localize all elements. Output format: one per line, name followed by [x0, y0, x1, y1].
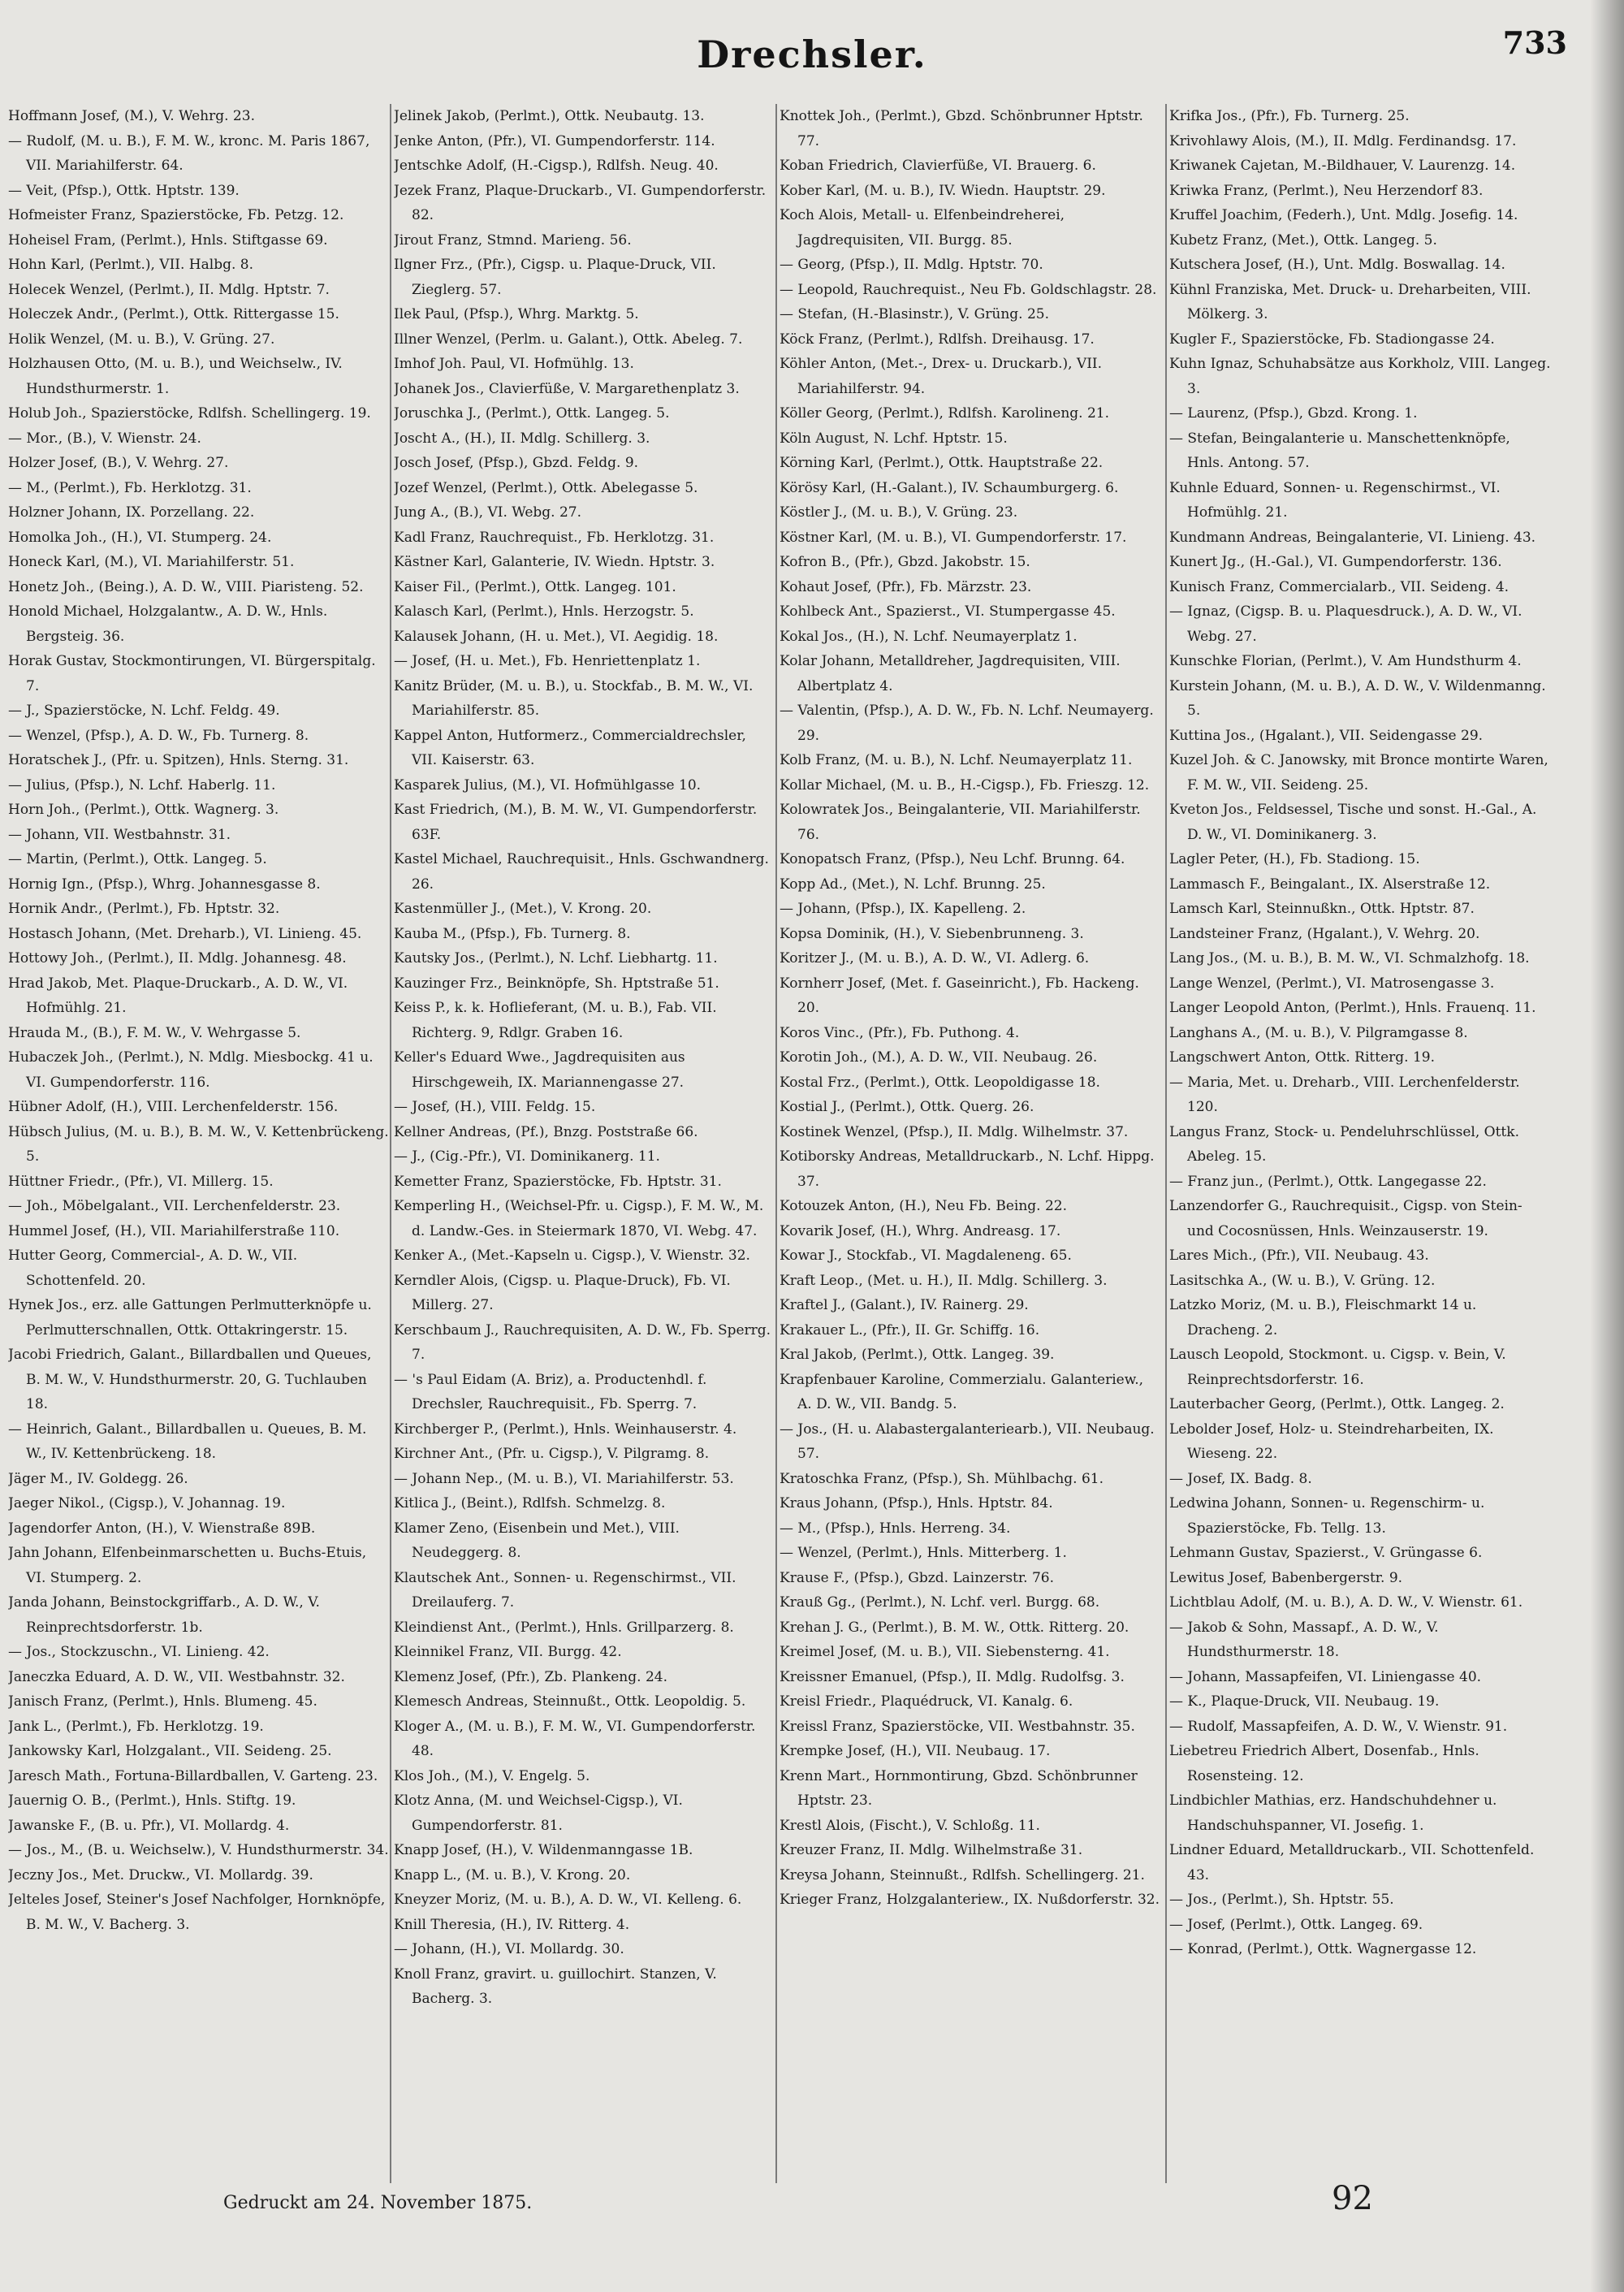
- directory-entry: Kraftel J., (Galant.), IV. Rainerg. 29.: [780, 1297, 1029, 1313]
- directory-entry: Keiss P., k. k. Hoflieferant, (M. u. B.), Fab. VII. Richterg. 9, Rdlgr. Graben 16.: [394, 1000, 717, 1041]
- directory-entry: — Josef, (Perlmt.), Ottk. Langeg. 69.: [1169, 1916, 1423, 1933]
- directory-entry: Kenker A., (Met.-Kapseln u. Cigsp.), V. Wienstr. 32.: [394, 1248, 750, 1264]
- directory-entry: Jung A., (B.), VI. Webg. 27.: [394, 504, 582, 521]
- directory-entry: Kast Friedrich, (M.), B. M. W., VI. Gumpendorferstr. 63F.: [394, 802, 758, 843]
- directory-entry: Jacobi Friedrich, Galant., Billardballen und Queues, B. M. W., V. Hundsthurmerstr. 20, G. Tuchlauben 18.: [8, 1347, 372, 1412]
- directory-entry: Jaeger Nikol., (Cigsp.), V. Johannag. 19.: [8, 1495, 286, 1511]
- directory-entry: Kuhn Ignaz, Schuhabsätze aus Korkholz, VIII. Langeg. 3.: [1169, 356, 1551, 397]
- directory-entry: Lewitus Josef, Babenbergerstr. 9.: [1169, 1569, 1403, 1586]
- directory-entry: Lagler Peter, (H.), Fb. Stadiong. 15.: [1169, 851, 1420, 867]
- directory-entry: Krehan J. G., (Perlmt.), B. M. W., Ottk. Ritterg. 20.: [780, 1619, 1129, 1636]
- directory-entry: Holzner Johann, IX. Porzellang. 22.: [8, 504, 255, 521]
- directory-entry: Hofmeister Franz, Spazierstöcke, Fb. Petzg. 12.: [8, 207, 344, 223]
- directory-entry: Kreysa Johann, Steinnußt., Rdlfsh. Schellingerg. 21.: [780, 1866, 1145, 1883]
- directory-entry: Jeczny Jos., Met. Druckw., VI. Mollardg. 39.: [8, 1866, 313, 1883]
- directory-entry: Kalausek Johann, (H. u. Met.), VI. Aegidig. 18.: [394, 628, 719, 645]
- directory-entry: Hoffmann Josef, (M.), V. Wehrg. 23.: [8, 108, 255, 124]
- directory-entry: Honetz Joh., (Being.), A. D. W., VIII. Piaristeng. 52.: [8, 578, 364, 595]
- directory-entry: Jankowsky Karl, Holzgalant., VII. Seideng. 25.: [8, 1743, 332, 1759]
- directory-entry: — Veit, (Pfsp.), Ottk. Hptstr. 139.: [8, 182, 240, 199]
- column-3: [780, 104, 1161, 2183]
- directory-entry: Janda Johann, Beinstockgriffarb., A. D. W., V. Reinprechtsdorferstr. 1b.: [8, 1594, 320, 1636]
- directory-entry: Köck Franz, (Perlmt.), Rdlfsh. Dreihausg. 17.: [780, 331, 1095, 348]
- directory-entry: — Johann Nep., (M. u. B.), VI. Mariahilferstr. 53.: [394, 1470, 734, 1487]
- directory-entry: — 's Paul Eidam (A. Briz), a. Productenhdl. f. Drechsler, Rauchrequisit., Fb. Sperrg. 7.: [394, 1371, 707, 1412]
- directory-entry: — Mor., (B.), V. Wienstr. 24.: [8, 430, 201, 447]
- directory-entry: Kotiborsky Andreas, Metalldruckarb., N. Lchf. Hippg. 37.: [780, 1148, 1155, 1190]
- directory-entry: Holzhausen Otto, (M. u. B.), und Weichselw., IV. Hundsthurmerstr. 1.: [8, 356, 343, 397]
- directory-entry: Kostal Frz., (Perlmt.), Ottk. Leopoldigasse 18.: [780, 1074, 1100, 1091]
- directory-entry: — Josef, (H.), VIII. Feldg. 15.: [394, 1099, 596, 1115]
- directory-entry: Holub Joh., Spazierstöcke, Rdlfsh. Schellingerg. 19.: [8, 405, 371, 422]
- directory-entry: Kellner Andreas, (Pf.), Bnzg. Poststraße 66.: [394, 1123, 698, 1140]
- directory-entry: — J., (Cig.-Pfr.), VI. Dominikanerg. 11.: [394, 1148, 660, 1165]
- directory-entry: — Valentin, (Pfsp.), A. D. W., Fb. N. Lchf. Neumayerg. 29.: [780, 703, 1154, 744]
- directory-entry: Holeczek Andr., (Perlmt.), Ottk. Rittergasse 15.: [8, 306, 339, 322]
- directory-entry: Kreissner Emanuel, (Pfsp.), II. Mdlg. Rudolfsg. 3.: [780, 1668, 1125, 1685]
- directory-entry: Kerndler Alois, (Cigsp. u. Plaque-Druck), Fb. VI. Millerg. 27.: [394, 1272, 731, 1313]
- directory-entry: Kriwka Franz, (Perlmt.), Neu Herzendorf 83.: [1169, 182, 1484, 199]
- directory-entry: Jawanske F., (B. u. Pfr.), VI. Mollardg. 4.: [8, 1817, 290, 1834]
- directory-entry: — Jos., Stockzuschn., VI. Linieng. 42.: [8, 1644, 270, 1660]
- directory-entry: Jank L., (Perlmt.), Fb. Herklotzg. 19.: [8, 1718, 264, 1735]
- directory-entry: Hornik Andr., (Perlmt.), Fb. Hptstr. 32.: [8, 901, 280, 917]
- directory-entry: Kunschke Florian, (Perlmt.), V. Am Hundsthurm 4.: [1169, 653, 1522, 669]
- directory-entry: Hutter Georg, Commercial-, A. D. W., VII. Schottenfeld. 20.: [8, 1248, 298, 1289]
- directory-entry: — Jos., M., (B. u. Weichselw.), V. Hundsthurmerstr. 34.: [8, 1842, 389, 1858]
- directory-entry: Kerschbaum J., Rauchrequisiten, A. D. W., Fb. Sperrg. 7.: [394, 1321, 771, 1363]
- directory-entry: Kirchberger P., (Perlmt.), Hnls. Weinhauserstr. 4.: [394, 1421, 737, 1438]
- directory-entry: Lauterbacher Georg, (Perlmt.), Ottk. Langeg. 2.: [1169, 1396, 1505, 1412]
- directory-entry: Kruffel Joachim, (Federh.), Unt. Mdlg. Josefig. 14.: [1169, 207, 1518, 223]
- directory-entry: Jagendorfer Anton, (H.), V. Wienstraße 89B.: [8, 1520, 316, 1537]
- directory-entry: Horn Joh., (Perlmt.), Ottk. Wagnerg. 3.: [8, 802, 279, 818]
- directory-entry: Klos Joh., (M.), V. Engelg. 5.: [394, 1767, 590, 1784]
- directory-entry: Kuzel Joh. & C. Janowsky, mit Bronce montirte Waren, F. M. W., VII. Seideng. 25.: [1169, 752, 1548, 794]
- directory-entry: — Laurenz, (Pfsp.), Gbzd. Krong. 1.: [1169, 405, 1418, 422]
- directory-entry: Hrad Jakob, Met. Plaque-Druckarb., A. D. W., VI. Hofmühlg. 21.: [8, 975, 348, 1016]
- directory-entry: Krenn Mart., Hornmontirung, Gbzd. Schönbrunner Hptstr. 23.: [780, 1767, 1138, 1809]
- directory-entry: Kreissl Franz, Spazierstöcke, VII. Westbahnstr. 35.: [780, 1718, 1135, 1735]
- directory-entry: Krause F., (Pfsp.), Gbzd. Lainzerstr. 76.: [780, 1569, 1054, 1586]
- directory-entry: Korotin Joh., (M.), A. D. W., VII. Neubaug. 26.: [780, 1049, 1098, 1066]
- directory-entry: Klautschek Ant., Sonnen- u. Regenschirmst., VII. Dreilauferg. 7.: [394, 1569, 736, 1611]
- directory-entry: Kühnl Franziska, Met. Druck- u. Dreharbeiten, VIII. Mölkerg. 3.: [1169, 281, 1531, 322]
- directory-entry: Jauernig O. B., (Perlmt.), Hnls. Stiftg. 19.: [8, 1793, 296, 1809]
- directory-entry: — Rudolf, Massapfeifen, A. D. W., V. Wienstr. 91.: [1169, 1718, 1508, 1735]
- directory-entry: Kreisl Friedr., Plaquédruck, VI. Kanalg. 6.: [780, 1693, 1073, 1710]
- directory-entry: — Franz jun., (Perlmt.), Ottk. Langegasse 22.: [1169, 1173, 1487, 1190]
- directory-entry: Kleinnikel Franz, VII. Burgg. 42.: [394, 1644, 622, 1660]
- directory-entry: Kraft Leop., (Met. u. H.), II. Mdlg. Schillerg. 3.: [780, 1272, 1108, 1289]
- directory-entry: Hostasch Johann, (Met. Dreharb.), VI. Linieng. 45.: [8, 925, 362, 942]
- directory-entry: Kornherr Josef, (Met. f. Gaseinricht.), Fb. Hackeng. 20.: [780, 975, 1139, 1016]
- directory-entry: Klotz Anna, (M. und Weichsel-Cigsp.), VI. Gumpendorferstr. 81.: [394, 1793, 683, 1834]
- directory-entry: Köhler Anton, (Met.-, Drex- u. Druckarb.), VII. Mariahilferstr. 94.: [780, 356, 1103, 397]
- directory-entry: — M., (Pfsp.), Hnls. Herreng. 34.: [780, 1520, 1011, 1537]
- directory-entry: Kleindienst Ant., (Perlmt.), Hnls. Grillparzerg. 8.: [394, 1619, 734, 1636]
- directory-entry: — Jakob & Sohn, Massapf., A. D. W., V. Hundsthurmerstr. 18.: [1169, 1619, 1439, 1660]
- directory-entry: Horatschek J., (Pfr. u. Spitzen), Hnls. Sterng. 31.: [8, 752, 349, 768]
- directory-entry: Kuhnle Eduard, Sonnen- u. Regenschirmst., VI. Hofmühlg. 21.: [1169, 479, 1501, 521]
- column-divider: [390, 104, 391, 2183]
- directory-entry: Köstler J., (M. u. B.), V. Grüng. 23.: [780, 504, 1018, 521]
- directory-entry: Holecek Wenzel, (Perlmt.), II. Mdlg. Hptstr. 7.: [8, 281, 330, 298]
- directory-entry: Lebolder Josef, Holz- u. Steindreharbeiten, IX. Wieseng. 22.: [1169, 1421, 1494, 1462]
- directory-entry: Körning Karl, (Perlmt.), Ottk. Hauptstraße 22.: [780, 455, 1104, 471]
- directory-entry: — Rudolf, (M. u. B.), F. M. W., kronc. M. Paris 1867, VII. Mariahilferstr. 64.: [8, 132, 370, 174]
- directory-entry: Knoll Franz, gravirt. u. guillochirt. Stanzen, V. Bacherg. 3.: [394, 1965, 717, 2007]
- directory-entry: Knill Theresia, (H.), IV. Ritterg. 4.: [394, 1916, 630, 1933]
- directory-entry: Kunert Jg., (H.-Gal.), VI. Gumpendorferstr. 136.: [1169, 554, 1502, 570]
- directory-entry: — Maria, Met. u. Dreharb., VIII. Lerchenfelderstr. 120.: [1169, 1074, 1520, 1115]
- directory-entry: Krieger Franz, Holzgalanteriew., IX. Nußdorferstr. 32.: [780, 1892, 1160, 1908]
- directory-entry: Joscht A., (H.), II. Mdlg. Schillerg. 3.: [394, 430, 650, 447]
- directory-entry: Kauba M., (Pfsp.), Fb. Turnerg. 8.: [394, 925, 631, 942]
- directory-entry: Jaresch Math., Fortuna-Billardballen, V. Garteng. 23.: [8, 1767, 378, 1784]
- directory-entry: — Jos., (H. u. Alabastergalanteriearb.), VII. Neubaug. 57.: [780, 1421, 1155, 1462]
- directory-entry: Koros Vinc., (Pfr.), Fb. Puthong. 4.: [780, 1024, 1020, 1041]
- column-divider: [775, 104, 777, 2183]
- directory-entry: Ilgner Frz., (Pfr.), Cigsp. u. Plaque-Druck, VII. Zieglerg. 57.: [394, 257, 716, 298]
- directory-entry: Jirout Franz, Stmnd. Marieng. 56.: [394, 231, 632, 249]
- directory-entry: Kveton Jos., Feldsessel, Tische und sonst. H.-Gal., A. D. W., VI. Dominikanerg. 3.: [1169, 802, 1537, 843]
- directory-entry: Kundmann Andreas, Beingalanterie, VI. Linieng. 43.: [1169, 529, 1536, 546]
- directory-entry: Kirchner Ant., (Pfr. u. Cigsp.), V. Pilgramg. 8.: [394, 1446, 710, 1462]
- directory-entry: Lares Mich., (Pfr.), VII. Neubaug. 43.: [1169, 1248, 1429, 1264]
- directory-entry: — Georg, (Pfsp.), II. Mdlg. Hptstr. 70.: [780, 257, 1043, 273]
- directory-entry: Liebetreu Friedrich Albert, Dosenfab., Hnls. Rosensteing. 12.: [1169, 1743, 1479, 1784]
- directory-entry: Josch Josef, (Pfsp.), Gbzd. Feldg. 9.: [394, 455, 639, 471]
- directory-entry: Kopsa Dominik, (H.), V. Siebenbrunneng. 3.: [780, 925, 1084, 942]
- directory-entry: Kuttina Jos., (Hgalant.), VII. Seidengasse 29.: [1169, 727, 1484, 744]
- directory-entry: Klemesch Andreas, Steinnußt., Ottk. Leopoldig. 5.: [394, 1693, 746, 1710]
- directory-entry: Jahn Johann, Elfenbeinmarschetten u. Buchs-Etuis, VI. Stumperg. 2.: [8, 1545, 367, 1586]
- directory-entry: — Johann, VII. Westbahnstr. 31.: [8, 826, 231, 843]
- directory-entry: Keller's Eduard Wwe., Jagdrequisiten aus Hirschgeweih, IX. Mariannengasse 27.: [394, 1049, 685, 1091]
- directory-entry: Ledwina Johann, Sonnen- u. Regenschirm- u. Spazierstöcke, Fb. Tellg. 13.: [1169, 1495, 1485, 1537]
- directory-entry: Köller Georg, (Perlmt.), Rdlfsh. Karolineng. 21.: [780, 405, 1110, 422]
- directory-entry: Knapp Josef, (H.), V. Wildenmanngasse 1B.: [394, 1842, 693, 1858]
- directory-entry: — K., Plaque-Druck, VII. Neubaug. 19.: [1169, 1693, 1440, 1710]
- directory-entry: Kauzinger Frz., Beinknöpfe, Sh. Hptstraße 51.: [394, 975, 719, 992]
- printed-date-note: Gedruckt am 24. November 1875.: [223, 2193, 533, 2213]
- directory-entry: Lanzendorfer G., Rauchrequisit., Cigsp. von Stein- und Cocosnüssen, Hnls. Weinzauserstr. 19.: [1169, 1198, 1522, 1239]
- directory-entry: Kutschera Josef, (H.), Unt. Mdlg. Boswallag. 14.: [1169, 257, 1505, 273]
- directory-entry: — Joh., Möbelgalant., VII. Lerchenfelderstr. 23.: [8, 1198, 341, 1214]
- directory-entry: Lehmann Gustav, Spazierst., V. Grüngasse 6.: [1169, 1545, 1483, 1561]
- directory-entry: Hornig Ign., (Pfsp.), Whrg. Johannesgasse 8.: [8, 876, 321, 893]
- directory-entry: Honeck Karl, (M.), VI. Mariahilferstr. 51.: [8, 554, 295, 570]
- directory-entry: Kastenmüller J., (Met.), V. Krong. 20.: [394, 901, 652, 917]
- directory-entry: Köln August, N. Lchf. Hptstr. 15.: [780, 430, 1008, 447]
- directory-entry: — Wenzel, (Pfsp.), A. D. W., Fb. Turnerg. 8.: [8, 727, 309, 744]
- directory-entry: Jelteles Josef, Steiner's Josef Nachfolger, Hornknöpfe, B. M. W., V. Bacherg. 3.: [8, 1892, 386, 1933]
- directory-entry: — J., Spazierstöcke, N. Lchf. Feldg. 49.: [8, 703, 280, 719]
- page-title: Drechsler.: [697, 32, 927, 76]
- directory-entry: Janisch Franz, (Perlmt.), Hnls. Blumeng. 45.: [8, 1693, 317, 1710]
- directory-entry: Kloger A., (M. u. B.), F. M. W., VI. Gumpendorferstr. 48.: [394, 1718, 756, 1759]
- directory-entry: Lasitschka A., (W. u. B.), V. Grüng. 12.: [1169, 1272, 1436, 1289]
- directory-entry: Krestl Alois, (Fischt.), V. Schloßg. 11.: [780, 1817, 1040, 1834]
- directory-entry: Kotouzek Anton, (H.), Neu Fb. Being. 22.: [780, 1198, 1068, 1214]
- directory-entry: Johanek Jos., Clavierfüße, V. Margarethenplatz 3.: [394, 380, 740, 397]
- directory-entry: Kofron B., (Pfr.), Gbzd. Jakobstr. 15.: [780, 554, 1030, 570]
- directory-entry: Krauß Gg., (Perlmt.), N. Lchf. verl. Burgg. 68.: [780, 1594, 1100, 1611]
- directory-entry: — M., (Perlmt.), Fb. Herklotzg. 31.: [8, 479, 252, 496]
- directory-entry: Langer Leopold Anton, (Perlmt.), Hnls. Frauenq. 11.: [1169, 1000, 1536, 1016]
- column-4: [1169, 104, 1551, 2183]
- directory-entry: Langus Franz, Stock- u. Pendeluhrschlüssel, Ottk. Abeleg. 15.: [1169, 1123, 1519, 1165]
- directory-entry: Holzer Josef, (B.), V. Wehrg. 27.: [8, 455, 229, 471]
- directory-entry: Jelinek Jakob, (Perlmt.), Ottk. Neubautg. 13.: [394, 108, 705, 124]
- directory-entry: Kober Karl, (M. u. B.), IV. Wiedn. Hauptstr. 29.: [780, 182, 1106, 199]
- directory-entry: — Stefan, Beingalanterie u. Manschettenknöpfe, Hnls. Antong. 57.: [1169, 430, 1510, 471]
- directory-entry: Lindbichler Mathias, erz. Handschuhdehner u. Handschuhspanner, VI. Josefig. 1.: [1169, 1793, 1497, 1834]
- directory-entry: Hübner Adolf, (H.), VIII. Lerchenfelderstr. 156.: [8, 1099, 339, 1115]
- directory-entry: Kratoschka Franz, (Pfsp.), Sh. Mühlbachg. 61.: [780, 1470, 1104, 1487]
- directory-entry: Kugler F., Spazierstöcke, Fb. Stadiongasse 24.: [1169, 331, 1495, 348]
- directory-entry: — Julius, (Pfsp.), N. Lchf. Haberlg. 11.: [8, 776, 276, 794]
- directory-entry: Lausch Leopold, Stockmont. u. Cigsp. v. Bein, V. Reinprechtsdorferstr. 16.: [1169, 1347, 1506, 1388]
- directory-entry: Holik Wenzel, (M. u. B.), V. Grüng. 27.: [8, 331, 275, 348]
- directory-entry: Kovarik Josef, (H.), Whrg. Andreasg. 17.: [780, 1222, 1061, 1239]
- directory-entry: Hrauda M., (B.), F. M. W., V. Wehrgasse 5.: [8, 1024, 301, 1041]
- directory-entry: — Josef, IX. Badg. 8.: [1169, 1470, 1312, 1487]
- directory-entry: Kopp Ad., (Met.), N. Lchf. Brunng. 25.: [780, 876, 1046, 893]
- column-2: [394, 104, 775, 2183]
- directory-entry: Langhans A., (M. u. B.), V. Pilgramgasse 8.: [1169, 1024, 1468, 1041]
- directory-entry: Kästner Karl, Galanterie, IV. Wiedn. Hptstr. 3.: [394, 554, 715, 570]
- directory-entry: Kreimel Josef, (M. u. B.), VII. Siebensterng. 41.: [780, 1644, 1110, 1660]
- directory-entry: Kastel Michael, Rauchrequisit., Hnls. Gschwandnerg. 26.: [394, 851, 769, 893]
- directory-entry: Kaiser Fil., (Perlmt.), Ottk. Langeg. 101.: [394, 578, 676, 595]
- directory-entry: Lammasch F., Beingalant., IX. Alserstraße 12.: [1169, 876, 1491, 893]
- page-number: 733: [1502, 24, 1567, 61]
- directory-entry: — Johann, (H.), VI. Mollardg. 30.: [394, 1941, 624, 1957]
- directory-entry: Kitlica J., (Beint.), Rdlfsh. Schmelzg. 8.: [394, 1495, 666, 1511]
- directory-entry: — Konrad, (Perlmt.), Ottk. Wagnergasse 12.: [1169, 1941, 1477, 1957]
- directory-entry: Hohn Karl, (Perlmt.), VII. Halbg. 8.: [8, 257, 253, 273]
- directory-entry: Lichtblau Adolf, (M. u. B.), A. D. W., V. Wienstr. 61.: [1169, 1594, 1523, 1611]
- directory-entry: Kneyzer Moriz, (M. u. B.), A. D. W., VI. Kelleng. 6.: [394, 1892, 742, 1908]
- directory-entry: — Johann, Massapfeifen, VI. Liniengasse 40.: [1169, 1668, 1482, 1685]
- directory-entry: Horak Gustav, Stockmontirungen, VI. Bürgerspitalg. 7.: [8, 653, 376, 694]
- directory-entry: Joruschka J., (Perlmt.), Ottk. Langeg. 5.: [394, 405, 670, 422]
- directory-entry: Jentschke Adolf, (H.-Cigsp.), Rdlfsh. Neug. 40.: [394, 158, 719, 174]
- directory-entry: Hottowy Joh., (Perlmt.), II. Mdlg. Johannesg. 48.: [8, 950, 347, 967]
- directory-entry: Konopatsch Franz, (Pfsp.), Neu Lchf. Brunng. 64.: [780, 851, 1125, 867]
- directory-entry: Jezek Franz, Plaque-Druckarb., VI. Gumpendorferstr. 82.: [394, 182, 767, 223]
- page-edge-shadow: [1590, 0, 1624, 2292]
- directory-entry: Langschwert Anton, Ottk. Ritterg. 19.: [1169, 1049, 1435, 1066]
- directory-entry: Kollar Michael, (M. u. B., H.-Cigsp.), Fb. Frieszg. 12.: [780, 776, 1150, 794]
- column-divider: [1165, 104, 1167, 2183]
- directory-entry: Hubaczek Joh., (Perlmt.), N. Mdlg. Miesbockg. 41 u. VI. Gumpendorferstr. 116.: [8, 1049, 374, 1091]
- directory-entry: — Leopold, Rauchrequist., Neu Fb. Goldschlagstr. 28.: [780, 281, 1157, 298]
- directory-entry: Hüttner Friedr., (Pfr.), VI. Millerg. 15.: [8, 1173, 274, 1190]
- directory-entry: Lang Jos., (M. u. B.), B. M. W., VI. Schmalzhofg. 18.: [1169, 950, 1530, 967]
- directory-entry: Kappel Anton, Hutformerz., Commercialdrechsler, VII. Kaiserstr. 63.: [394, 727, 746, 768]
- directory-entry: Körösy Karl, (H.-Galant.), IV. Schaumburgerg. 6.: [780, 479, 1119, 496]
- directory-entry: Honold Michael, Holzgalantw., A. D. W., Hnls. Bergsteig. 36.: [8, 603, 328, 645]
- directory-entry: Kanitz Brüder, (M. u. B.), u. Stockfab., B. M. W., VI. Mariahilferstr. 85.: [394, 677, 754, 719]
- directory-entry: Krivohlawy Alois, (M.), II. Mdlg. Ferdinandsg. 17.: [1169, 132, 1517, 149]
- directory-entry: Kraus Johann, (Pfsp.), Hnls. Hptstr. 84.: [780, 1495, 1053, 1511]
- directory-entry: Kautsky Jos., (Perlmt.), N. Lchf. Liebhartg. 11.: [394, 950, 718, 967]
- directory-entry: Krakauer L., (Pfr.), II. Gr. Schiffg. 16.: [780, 1321, 1040, 1338]
- directory-entry: Imhof Joh. Paul, VI. Hofmühlg. 13.: [394, 356, 634, 372]
- directory-entry: Klemenz Josef, (Pfr.), Zb. Plankeng. 24.: [394, 1668, 667, 1685]
- directory-entry: — Johann, (Pfsp.), IX. Kapelleng. 2.: [780, 901, 1026, 917]
- directory-entry: Kreuzer Franz, II. Mdlg. Wilhelmstraße 31.: [780, 1842, 1083, 1858]
- directory-entry: Klamer Zeno, (Eisenbein und Met.), VIII. Neudeggerg. 8.: [394, 1520, 680, 1561]
- directory-entry: Jenke Anton, (Pfr.), VI. Gumpendorferstr. 114.: [394, 132, 715, 149]
- directory-entry: Kunisch Franz, Commercialarb., VII. Seideng. 4.: [1169, 578, 1510, 595]
- directory-entry: Kemperling H., (Weichsel-Pfr. u. Cigsp.), F. M. W., M. d. Landw.-Ges. in Steiermark 1870, VI. Webg. 47.: [394, 1198, 764, 1239]
- directory-entry: Homolka Joh., (H.), VI. Stumperg. 24.: [8, 529, 272, 546]
- directory-entry: — Ignaz, (Cigsp. B. u. Plaquesdruck.), A. D. W., VI. Webg. 27.: [1169, 603, 1522, 645]
- directory-entry: Latzko Moriz, (M. u. B.), Fleischmarkt 14 u. Dracheng. 2.: [1169, 1297, 1477, 1338]
- directory-entry: Kostinek Wenzel, (Pfsp.), II. Mdlg. Wilhelmstr. 37.: [780, 1123, 1129, 1140]
- directory-entry: Janeczka Eduard, A. D. W., VII. Westbahnstr. 32.: [8, 1668, 345, 1685]
- sheet-number: 92: [1332, 2180, 1373, 2217]
- directory-entry: — Jos., (Perlmt.), Sh. Hptstr. 55.: [1169, 1892, 1394, 1908]
- directory-entry: Krempke Josef, (H.), VII. Neubaug. 17.: [780, 1743, 1051, 1759]
- directory-entry: Köstner Karl, (M. u. B.), VI. Gumpendorferstr. 17.: [780, 529, 1127, 546]
- directory-entry: Kohaut Josef, (Pfr.), Fb. Märzstr. 23.: [780, 578, 1032, 595]
- directory-entry: Kohlbeck Ant., Spazierst., VI. Stumpergasse 45.: [780, 603, 1116, 620]
- directory-entry: Kadl Franz, Rauchrequist., Fb. Herklotzg. 31.: [394, 529, 715, 546]
- directory-entry: Koritzer J., (M. u. B.), A. D. W., VI. Adlerg. 6.: [780, 950, 1090, 967]
- directory-entry: Koban Friedrich, Clavierfüße, VI. Brauerg. 6.: [780, 158, 1096, 174]
- directory-entry: Hoheisel Fram, (Perlmt.), Hnls. Stiftgasse 69.: [8, 231, 328, 249]
- directory-entry: Lamsch Karl, Steinnußkn., Ottk. Hptstr. 87.: [1169, 901, 1475, 917]
- directory-entry: Kokal Jos., (H.), N. Lchf. Neumayerplatz 1.: [780, 628, 1078, 645]
- directory-entry: Kubetz Franz, (Met.), Ottk. Langeg. 5.: [1169, 231, 1437, 249]
- directory-entry: Hynek Jos., erz. alle Gattungen Perlmutterknöpfe u. Perlmutterschnallen, Ottk. Ottakringerstr. 15.: [8, 1297, 372, 1338]
- directory-entry: Kriwanek Cajetan, M.-Bildhauer, V. Laurenzg. 14.: [1169, 158, 1516, 174]
- directory-entry: Kasparek Julius, (M.), VI. Hofmühlgasse 10.: [394, 776, 702, 794]
- directory-entry: — Stefan, (H.-Blasinstr.), V. Grüng. 25.: [780, 306, 1050, 322]
- directory-entry: Kolar Johann, Metalldreher, Jagdrequisiten, VIII. Albertplatz 4.: [780, 653, 1121, 694]
- directory-entry: Kolowratek Jos., Beingalanterie, VII. Mariahilferstr. 76.: [780, 802, 1141, 843]
- directory-entry: Krapfenbauer Karoline, Commerzialu. Galanteriew., A. D. W., VII. Bandg. 5.: [780, 1371, 1144, 1412]
- directory-entry: Kostial J., (Perlmt.), Ottk. Querg. 26.: [780, 1099, 1034, 1115]
- directory-entry: — Martin, (Perlmt.), Ottk. Langeg. 5.: [8, 851, 267, 867]
- directory-entry: Jozef Wenzel, (Perlmt.), Ottk. Abelegasse 5.: [394, 479, 698, 496]
- directory-entry: Hummel Josef, (H.), VII. Mariahilferstraße 110.: [8, 1222, 340, 1239]
- directory-entry: Koch Alois, Metall- u. Elfenbeindreherei, Jagdrequisiten, VII. Burgg. 85.: [780, 207, 1065, 249]
- directory-entry: Knottek Joh., (Perlmt.), Gbzd. Schönbrunner Hptstr. 77.: [780, 108, 1143, 149]
- directory-entry: Kalasch Karl, (Perlmt.), Hnls. Herzogstr. 5.: [394, 603, 694, 620]
- directory-entry: Krifka Jos., (Pfr.), Fb. Turnerg. 25.: [1169, 108, 1410, 124]
- directory-entry: Jäger M., IV. Goldegg. 26.: [8, 1470, 188, 1487]
- directory-entry: Kemetter Franz, Spazierstöcke, Fb. Hptstr. 31.: [394, 1173, 722, 1190]
- directory-entry: Lindner Eduard, Metalldruckarb., VII. Schottenfeld. 43.: [1169, 1842, 1535, 1883]
- directory-entry: Hübsch Julius, (M. u. B.), B. M. W., V. Kettenbrückeng. 5.: [8, 1123, 389, 1165]
- directory-entry: — Heinrich, Galant., Billardballen u. Queues, B. M. W., IV. Kettenbrückeng. 18.: [8, 1421, 367, 1462]
- directory-entry: Kolb Franz, (M. u. B.), N. Lchf. Neumayerplatz 11.: [780, 752, 1133, 768]
- directory-entry: Knapp L., (M. u. B.), V. Krong. 20.: [394, 1866, 631, 1883]
- directory-entry: Lange Wenzel, (Perlmt.), VI. Matrosengasse 3.: [1169, 975, 1495, 992]
- directory-entry: — Wenzel, (Perlmt.), Hnls. Mitterberg. 1.: [780, 1545, 1067, 1561]
- directory-entry: Ilek Paul, (Pfsp.), Whrg. Marktg. 5.: [394, 306, 639, 322]
- directory-entry: Kurstein Johann, (M. u. B.), A. D. W., V. Wildenmanng. 5.: [1169, 677, 1546, 719]
- directory-entry: Illner Wenzel, (Perlm. u. Galant.), Ottk. Abeleg. 7.: [394, 331, 743, 348]
- directory-entry: Kowar J., Stockfab., VI. Magdaleneng. 65.: [780, 1248, 1072, 1264]
- directory-entry: Kral Jakob, (Perlmt.), Ottk. Langeg. 39.: [780, 1347, 1055, 1363]
- directory-entry: — Josef, (H. u. Met.), Fb. Henriettenplatz 1.: [394, 653, 701, 669]
- column-1: [8, 104, 390, 2183]
- directory-entry: Landsteiner Franz, (Hgalant.), V. Wehrg. 20.: [1169, 925, 1480, 942]
